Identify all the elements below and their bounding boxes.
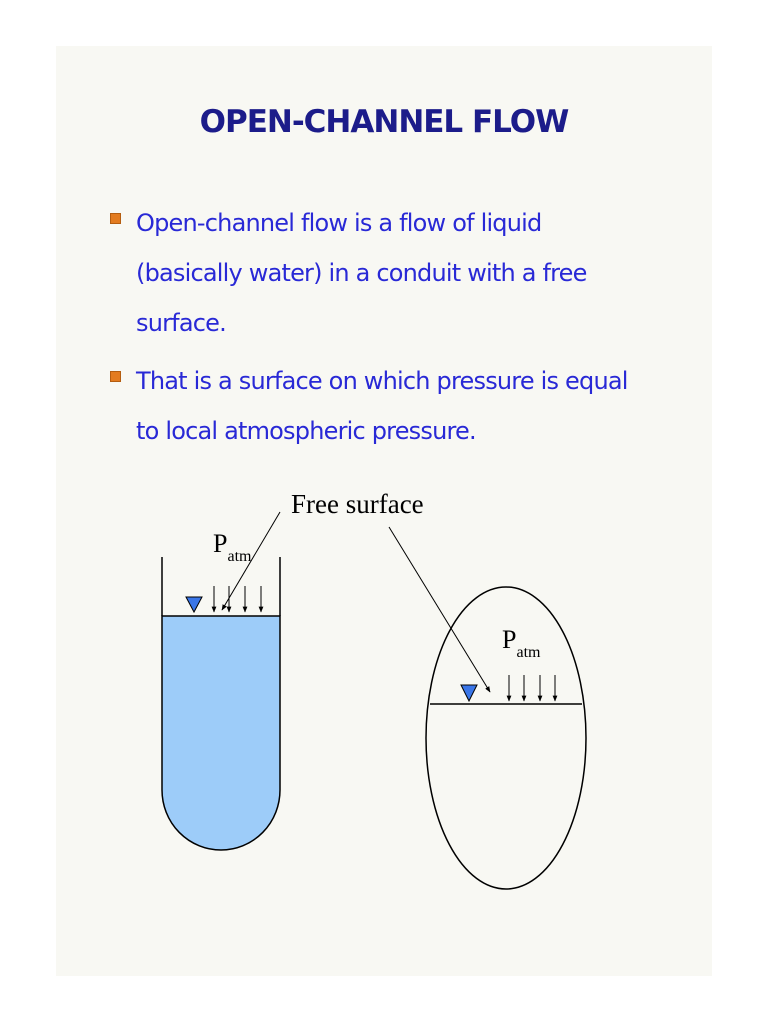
open-channel-figure [162, 529, 280, 850]
circular-conduit-figure [426, 587, 586, 889]
channel-water [162, 616, 280, 850]
pressure-arrows [509, 675, 555, 701]
bullet-text: That is a surface on which pressure is equal to local atmospheric pressure. [136, 367, 628, 445]
pressure-label-left: $P_{atm}$ [213, 529, 252, 565]
slide-title: OPEN-CHANNEL FLOW [199, 104, 569, 140]
bullet-text: Open-channel flow is a flow of liquid (basically water) in a conduit with a free surface. [136, 209, 587, 337]
water-level-marker-icon [186, 597, 202, 612]
leader-line-right [389, 527, 490, 692]
pressure-label-right: $P_{atm}$ [502, 625, 541, 661]
water-level-marker-icon [461, 685, 477, 701]
free-surface-label: Free surface [291, 489, 424, 519]
pressure-arrows [214, 586, 261, 612]
